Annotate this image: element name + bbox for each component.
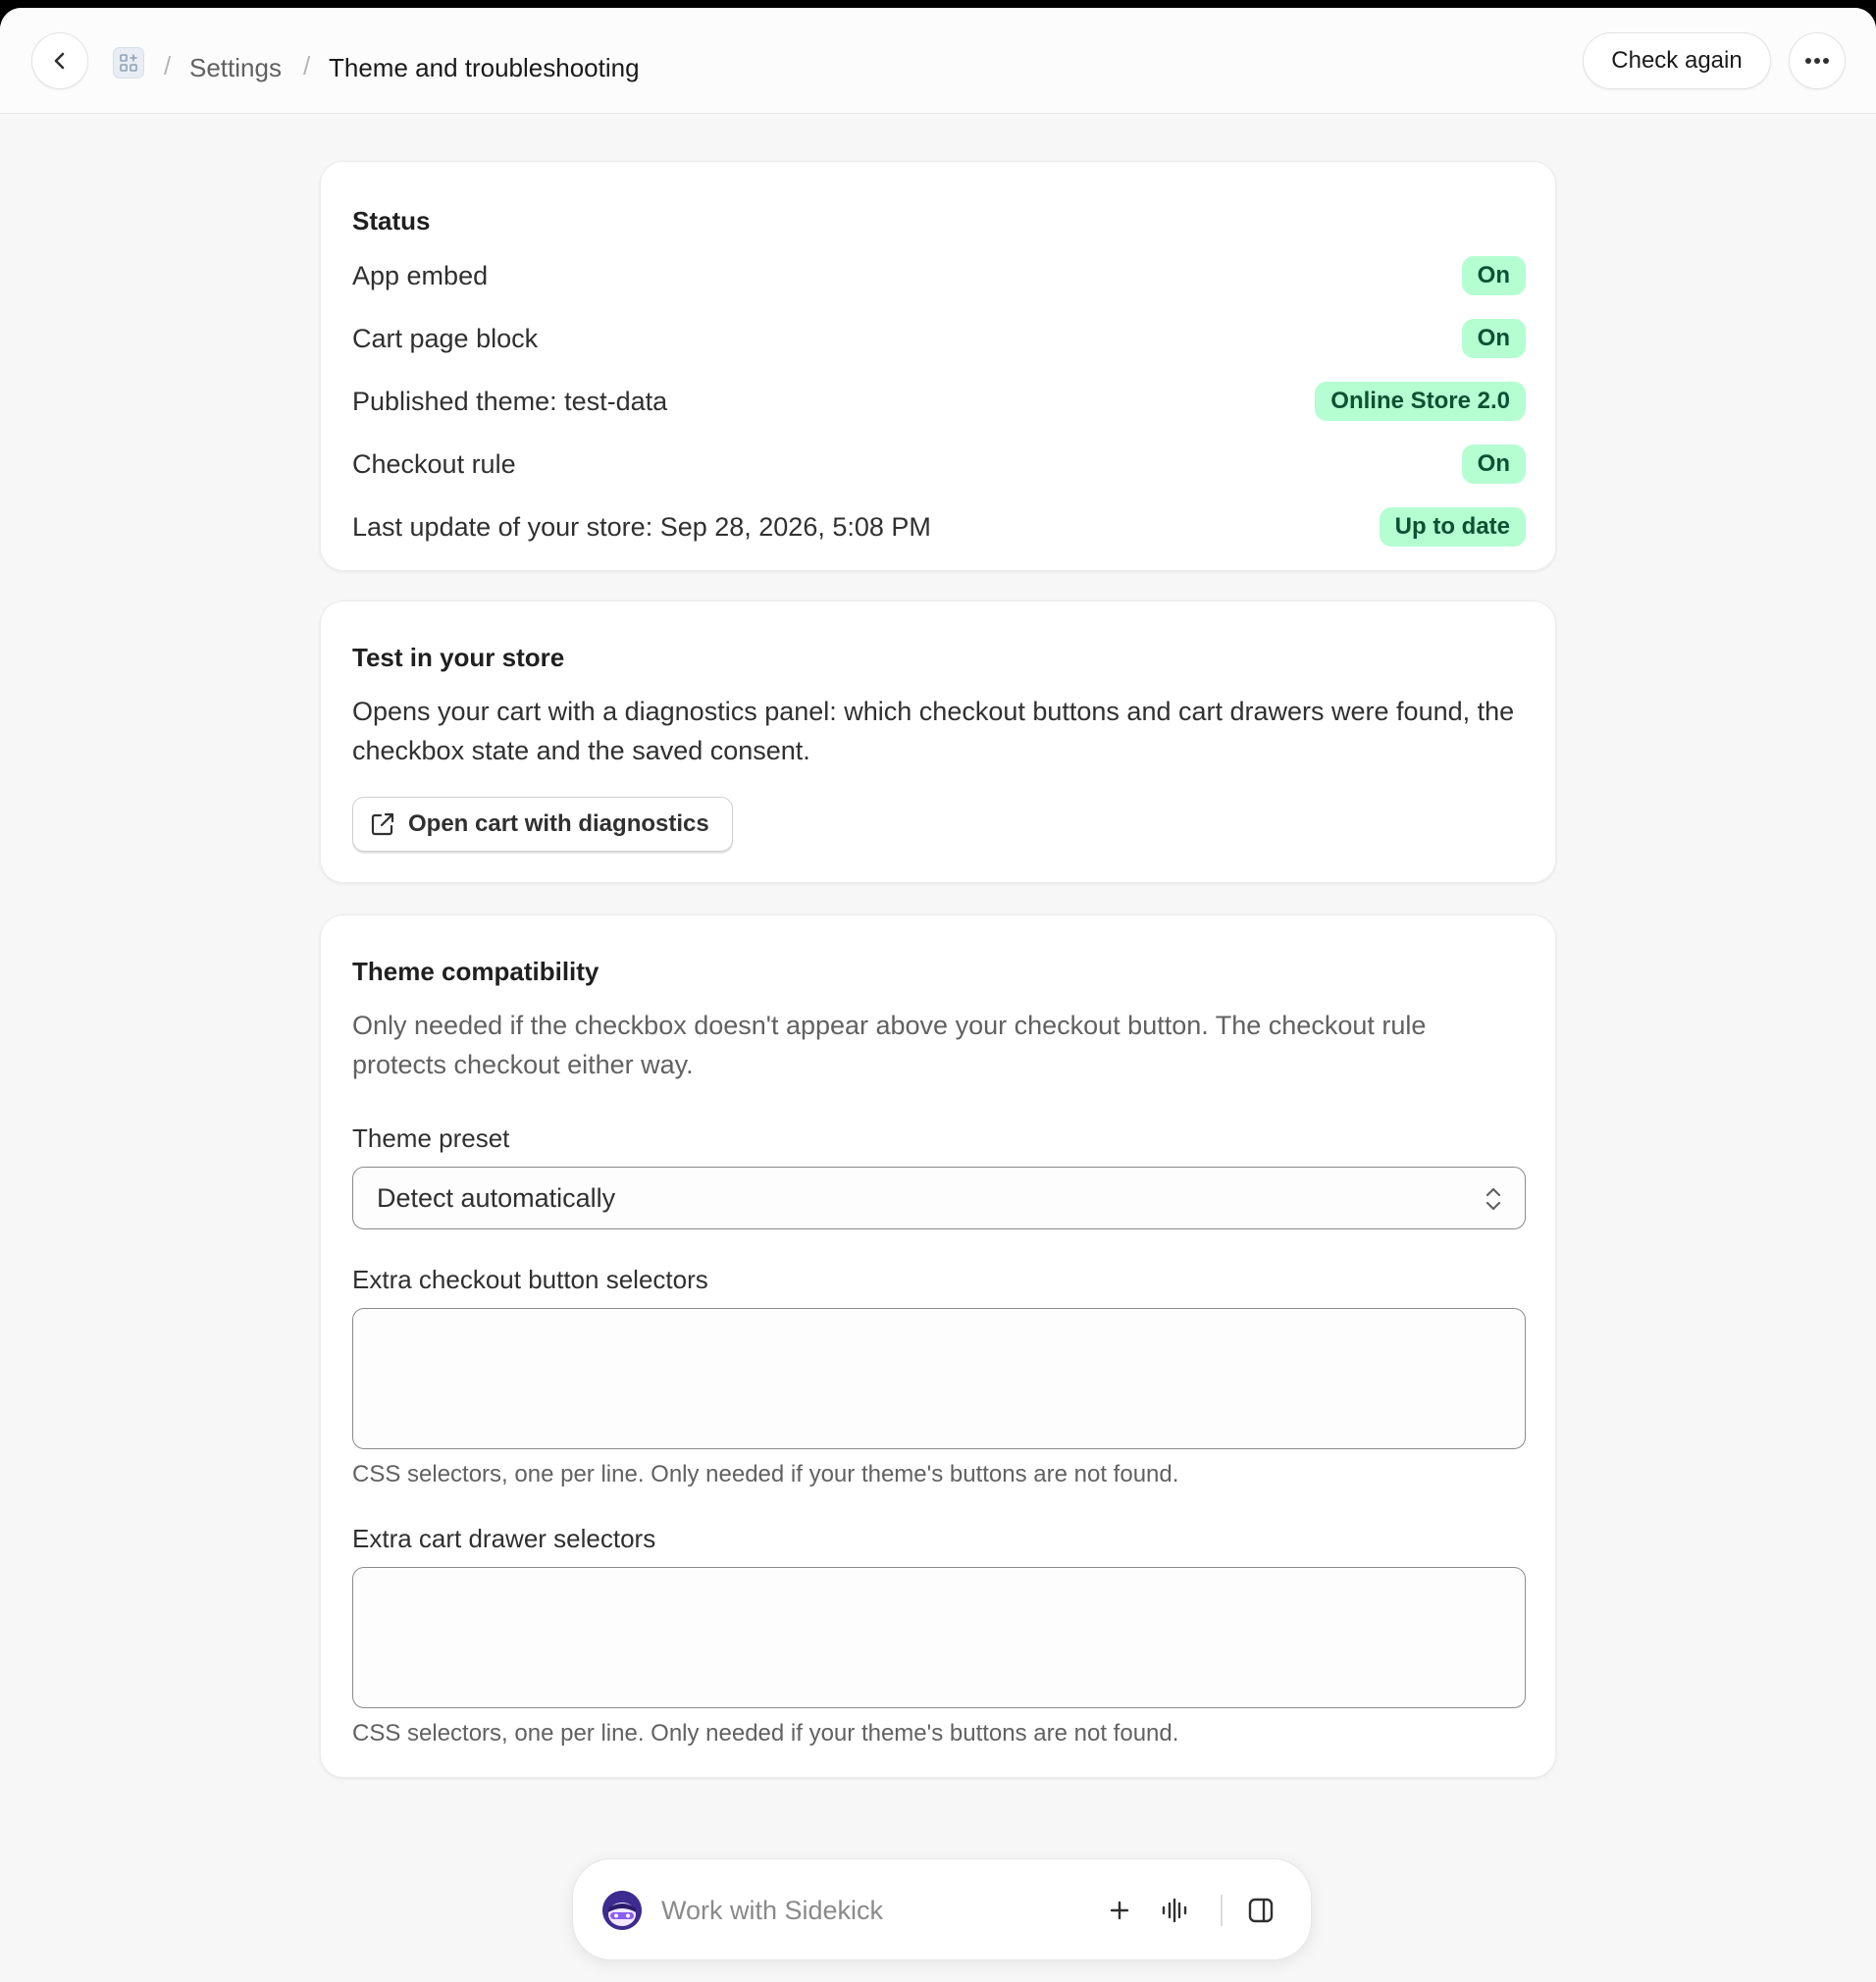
ellipsis-icon (1804, 57, 1830, 65)
page-title: Theme and troubleshooting (329, 53, 640, 82)
status-badge: On (1462, 256, 1526, 295)
back-button[interactable] (31, 32, 88, 89)
status-card (320, 161, 1556, 571)
theme-preset-label: Theme preset (352, 1123, 510, 1153)
checkout-selectors-help: CSS selectors, one per line. Only needed if your theme's buttons are not found. (352, 1461, 1179, 1487)
theme-preset-value: Detect automatically (377, 1182, 616, 1213)
chevron-left-icon (49, 50, 71, 72)
checkout-selectors-textarea[interactable] (352, 1308, 1526, 1449)
status-label: Last update of your store: Sep 28, 2026, 5:08 PM (352, 511, 931, 542)
sidekick-divider (1221, 1895, 1223, 1926)
panel-toggle-icon[interactable] (1246, 1896, 1276, 1925)
status-row-last-update (352, 507, 1526, 547)
theme-preset-select[interactable] (352, 1167, 1526, 1229)
breadcrumb-separator: / (303, 51, 311, 80)
breadcrumb-separator: / (164, 51, 172, 80)
status-label: Published theme: test-data (352, 386, 668, 416)
test-store-description: Opens your cart with a diagnostics panel: which checkout buttons and cart drawers were found, the checkbox state and the saved consent. (352, 697, 1515, 765)
status-label: Cart page block (352, 323, 539, 353)
status-badge: On (1462, 444, 1526, 484)
status-row-cart-page-block (352, 319, 1526, 358)
checkout-selectors-label: Extra checkout button selectors (352, 1265, 708, 1294)
check-again-button[interactable]: Check again (1583, 32, 1771, 89)
sidekick-bar (572, 1858, 1312, 1960)
status-card-title: Status (352, 206, 431, 235)
open-cart-diagnostics-button[interactable] (352, 797, 733, 852)
app-window (0, 8, 1876, 1982)
status-badge: On (1462, 319, 1526, 358)
theme-compatibility-card (320, 914, 1556, 1778)
open-cart-diagnostics-label: Open cart with diagnostics (408, 810, 709, 837)
theme-compatibility-title: Theme compatibility (352, 957, 599, 986)
breadcrumb-settings-link[interactable]: Settings (189, 53, 282, 82)
theme-compatibility-description: Only needed if the checkbox doesn't appear above your checkout button. The checkout rule protects checkout either way. (352, 1011, 1427, 1079)
top-bar (0, 8, 1876, 114)
status-label: Checkout rule (352, 448, 516, 479)
drawer-selectors-help: CSS selectors, one per line. Only needed if your theme's buttons are not found. (352, 1720, 1179, 1747)
test-store-card-title: Test in your store (352, 643, 565, 672)
app-grid-icon[interactable] (113, 47, 144, 78)
plus-icon[interactable] (1105, 1896, 1134, 1925)
status-badge: Online Store 2.0 (1315, 382, 1526, 421)
status-label: App embed (352, 260, 489, 290)
status-row-app-embed (352, 256, 1526, 295)
status-row-published-theme (352, 382, 1526, 421)
select-chevron-icon (1484, 1183, 1503, 1215)
sidekick-avatar-icon (602, 1891, 642, 1930)
more-actions-button[interactable] (1789, 32, 1846, 89)
status-row-checkout-rule (352, 444, 1526, 484)
drawer-selectors-label: Extra cart drawer selectors (352, 1524, 656, 1553)
test-store-card (320, 600, 1556, 883)
drawer-selectors-textarea[interactable] (352, 1567, 1526, 1708)
voice-icon[interactable] (1160, 1896, 1189, 1925)
sidekick-input[interactable] (661, 1881, 1054, 1940)
status-badge: Up to date (1380, 507, 1526, 547)
external-link-icon (369, 810, 396, 838)
